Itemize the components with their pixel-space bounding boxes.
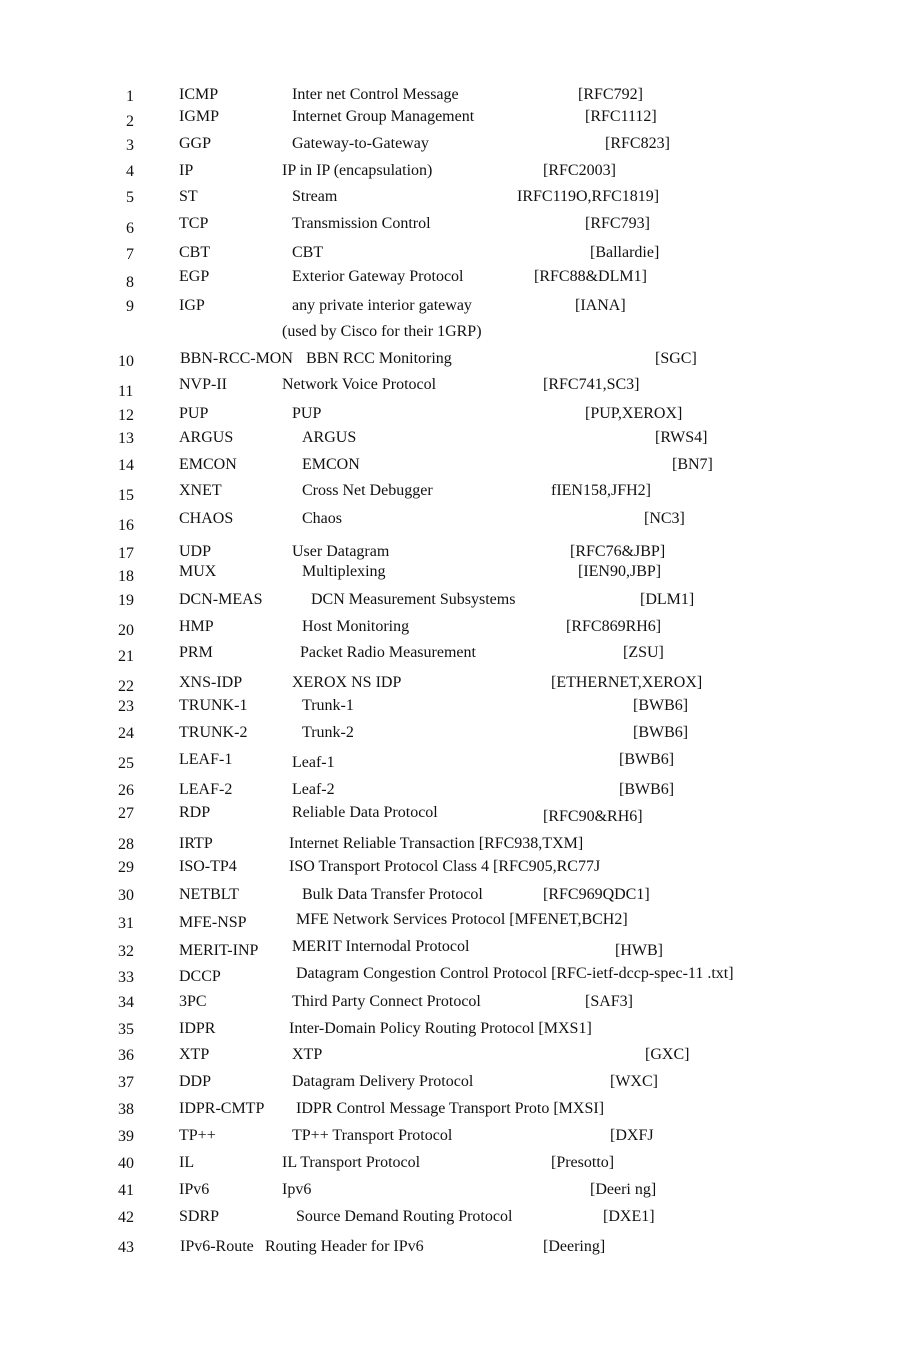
protocol-reference: [BWB6] [619, 751, 675, 768]
protocol-reference: [DXFJ [610, 1127, 654, 1144]
protocol-keyword: PRM [179, 644, 213, 661]
row-number: 21 [118, 648, 134, 665]
protocol-reference: [RWS4] [655, 429, 708, 446]
protocol-name: Multiplexing [302, 563, 386, 580]
protocol-reference: [NC3] [644, 510, 685, 527]
protocol-keyword: XTP [179, 1046, 210, 1063]
protocol-name: MERIT Internodal Protocol [292, 938, 470, 955]
protocol-keyword: SDRP [179, 1208, 220, 1225]
protocol-name: EMCON [302, 456, 360, 473]
protocol-reference: [RFC869RH6] [566, 618, 662, 635]
protocol-reference: [BWB6] [619, 781, 675, 798]
row-number: 24 [118, 725, 134, 742]
protocol-name: Third Party Connect Protocol [292, 993, 481, 1010]
protocol-keyword: IGMP [179, 108, 220, 125]
row-number: 5 [126, 189, 134, 206]
row-number: 26 [118, 782, 134, 799]
protocol-reference: [RFC969QDC1] [543, 886, 650, 903]
protocol-reference: [RFC90&RH6] [543, 808, 643, 825]
protocol-keyword: XNS-IDP [179, 674, 243, 691]
protocol-keyword: TRUNK-1 [179, 697, 248, 714]
protocol-reference: [SAF3] [585, 993, 634, 1010]
row-number: 12 [118, 407, 134, 424]
protocol-name: Stream [292, 188, 338, 205]
protocol-name: Ipv6 [282, 1181, 312, 1198]
protocol-keyword: CHAOS [179, 510, 234, 527]
protocol-name: Cross Net Debugger [302, 482, 433, 499]
protocol-reference: [DLM1] [640, 591, 695, 608]
protocol-reference: [RFC88&DLM1] [534, 268, 647, 285]
protocol-keyword: MUX [179, 563, 217, 580]
protocol-name: Host Monitoring [302, 618, 410, 635]
protocol-reference: [BN7] [672, 456, 713, 473]
row-number: 30 [118, 887, 134, 904]
protocol-keyword: UDP [179, 543, 212, 560]
row-number: 37 [118, 1074, 134, 1091]
protocol-reference: [RFC792] [578, 86, 643, 103]
protocol-name: PUP [292, 405, 322, 422]
row-number: 43 [118, 1239, 134, 1256]
protocol-name: Source Demand Routing Protocol [296, 1208, 513, 1225]
protocol-reference: [WXC] [610, 1073, 658, 1090]
protocol-keyword: LEAF-2 [179, 781, 233, 798]
protocol-keyword: IDPR [179, 1020, 216, 1037]
row-number: 11 [118, 383, 134, 400]
protocol-name: TP++ Transport Protocol [292, 1127, 453, 1144]
protocol-reference: [RFC2003] [543, 162, 616, 179]
protocol-keyword: RDP [179, 804, 211, 821]
protocol-keyword: LEAF-1 [179, 751, 233, 768]
row-number: 13 [118, 430, 134, 447]
protocol-name: ISO Transport Protocol Class 4 [RFC905,RC77J [289, 858, 601, 875]
protocol-keyword: ARGUS [179, 429, 234, 446]
row-number: 25 [118, 755, 134, 772]
protocol-reference: [ZSU] [623, 644, 664, 661]
row-number: 42 [118, 1209, 134, 1226]
protocol-keyword: IDPR-CMTP [179, 1100, 265, 1117]
row-number: 6 [126, 220, 134, 237]
protocol-reference: [RFC1112] [585, 108, 657, 125]
protocol-reference: [HWB] [615, 942, 663, 959]
row-number: 22 [118, 678, 134, 695]
protocol-reference: [PUP,XEROX] [585, 405, 683, 422]
protocol-name: IP in IP (encapsulation) [282, 162, 433, 179]
protocol-keyword: TP++ [179, 1127, 216, 1144]
protocol-name: Chaos [302, 510, 342, 527]
protocol-name: Datagram Delivery Protocol [292, 1073, 474, 1090]
protocol-name: IL Transport Protocol [282, 1154, 421, 1171]
protocol-name: Trunk-1 [302, 697, 354, 714]
protocol-name: Transmission Control [292, 215, 431, 232]
row-number: 18 [118, 568, 134, 585]
protocol-reference: [SGC] [655, 350, 697, 367]
protocol-name: (used by Cisco for their 1GRP) [282, 323, 482, 340]
row-number: 19 [118, 592, 134, 609]
protocol-reference: [Presotto] [551, 1154, 615, 1171]
protocol-name: Datagram Congestion Control Protocol [RFC-ietf-dccp-spec-11 .txt] [296, 965, 734, 982]
protocol-reference: [RFC823] [605, 135, 670, 152]
protocol-keyword: BBN-RCC-MON [180, 350, 293, 367]
protocol-reference: [Deering] [543, 1238, 606, 1255]
row-number: 31 [118, 915, 134, 932]
protocol-keyword: ST [179, 188, 198, 205]
protocol-reference: [RFC76&JBP] [570, 543, 666, 560]
protocol-name: BBN RCC Monitoring [306, 350, 452, 367]
protocol-keyword: DCN-MEAS [179, 591, 263, 608]
protocol-reference: [ETHERNET,XEROX] [551, 674, 703, 691]
row-number: 3 [126, 137, 134, 154]
protocol-reference: fIEN158,JFH2] [551, 482, 651, 499]
protocol-reference: [DXE1] [603, 1208, 655, 1225]
protocol-keyword: IPv6 [179, 1181, 210, 1198]
row-number: 10 [118, 353, 134, 370]
row-number: 35 [118, 1021, 134, 1038]
protocol-reference: [BWB6] [633, 697, 689, 714]
protocol-keyword: IL [179, 1154, 195, 1171]
protocol-reference: [GXC] [645, 1046, 690, 1063]
row-number: 1 [126, 88, 134, 105]
protocol-keyword: MFE-NSP [179, 914, 247, 931]
protocol-keyword: XNET [179, 482, 222, 499]
protocol-name: Internet Reliable Transaction [RFC938,TXM] [289, 835, 584, 852]
protocol-keyword: ICMP [179, 86, 219, 103]
protocol-name: Bulk Data Transfer Protocol [302, 886, 483, 903]
row-number: 7 [126, 246, 134, 263]
row-number: 20 [118, 622, 134, 639]
protocol-keyword: HMP [179, 618, 214, 635]
row-number: 2 [126, 113, 134, 130]
protocol-keyword: EMCON [179, 456, 237, 473]
protocol-name: MFE Network Services Protocol [MFENET,BCH2] [296, 911, 628, 928]
protocol-name: IDPR Control Message Transport Proto [MXSI] [296, 1100, 605, 1117]
protocol-name: User Datagram [292, 543, 390, 560]
row-number: 40 [118, 1155, 134, 1172]
row-number: 4 [126, 163, 134, 180]
protocol-name: XEROX NS IDP [292, 674, 402, 691]
row-number: 9 [126, 298, 134, 315]
protocol-keyword: PUP [179, 405, 209, 422]
protocol-keyword: EGP [179, 268, 210, 285]
protocol-reference: [IEN90,JBP] [578, 563, 662, 580]
protocol-keyword: TCP [179, 215, 209, 232]
protocol-name: any private interior gateway [292, 297, 472, 314]
row-number: 15 [118, 487, 134, 504]
row-number: 27 [118, 805, 134, 822]
protocol-keyword: DCCP [179, 968, 221, 985]
protocol-keyword: NVP-II [179, 376, 227, 393]
protocol-name: CBT [292, 244, 324, 261]
row-number: 36 [118, 1047, 134, 1064]
protocol-name: Gateway-to-Gateway [292, 135, 429, 152]
protocol-name: Routing Header for IPv6 [265, 1238, 424, 1255]
protocol-reference: [RFC741,SC3] [543, 376, 640, 393]
protocol-keyword: DDP [179, 1073, 212, 1090]
protocol-keyword: CBT [179, 244, 211, 261]
protocol-name: Packet Radio Measurement [300, 644, 476, 661]
row-number: 29 [118, 859, 134, 876]
protocol-keyword: IRTP [179, 835, 213, 852]
protocol-reference: [RFC793] [585, 215, 650, 232]
protocol-keyword: IGP [179, 297, 205, 314]
protocol-reference: [BWB6] [633, 724, 689, 741]
protocol-name: Inter-Domain Policy Routing Protocol [MXS1] [289, 1020, 592, 1037]
protocol-name: Trunk-2 [302, 724, 354, 741]
protocol-keyword: IPv6-Route [180, 1238, 254, 1255]
row-number: 38 [118, 1101, 134, 1118]
row-number: 41 [118, 1182, 134, 1199]
protocol-keyword: IP [179, 162, 194, 179]
protocol-name: Inter net Control Message [292, 86, 459, 103]
protocol-reference: [IANA] [575, 297, 626, 314]
protocol-keyword: 3PC [179, 993, 207, 1010]
row-number: 8 [126, 274, 134, 291]
protocol-reference: [Deeri ng] [590, 1181, 657, 1198]
protocol-name: Leaf-2 [292, 781, 335, 798]
row-number: 32 [118, 943, 134, 960]
row-number: 33 [118, 969, 134, 986]
protocol-name: Reliable Data Protocol [292, 804, 438, 821]
protocol-keyword: GGP [179, 135, 212, 152]
row-number: 23 [118, 698, 134, 715]
protocol-reference: IRFC119O,RFC1819] [517, 188, 660, 205]
row-number: 14 [118, 457, 134, 474]
protocol-name: XTP [292, 1046, 323, 1063]
protocol-name: Internet Group Management [292, 108, 475, 125]
protocol-keyword: NETBLT [179, 886, 239, 903]
row-number: 34 [118, 994, 134, 1011]
protocol-name: ARGUS [302, 429, 357, 446]
row-number: 39 [118, 1128, 134, 1145]
protocol-keyword: TRUNK-2 [179, 724, 248, 741]
protocol-name: Exterior Gateway Protocol [292, 268, 464, 285]
protocol-reference: [Ballardie] [590, 244, 660, 261]
protocol-keyword: MERIT-INP [179, 942, 259, 959]
protocol-name: Network Voice Protocol [282, 376, 437, 393]
row-number: 17 [118, 545, 134, 562]
protocol-keyword: ISO-TP4 [179, 858, 237, 875]
protocol-name: DCN Measurement Subsystems [311, 591, 516, 608]
row-number: 16 [118, 517, 134, 534]
protocol-name: Leaf-1 [292, 754, 335, 771]
row-number: 28 [118, 836, 134, 853]
